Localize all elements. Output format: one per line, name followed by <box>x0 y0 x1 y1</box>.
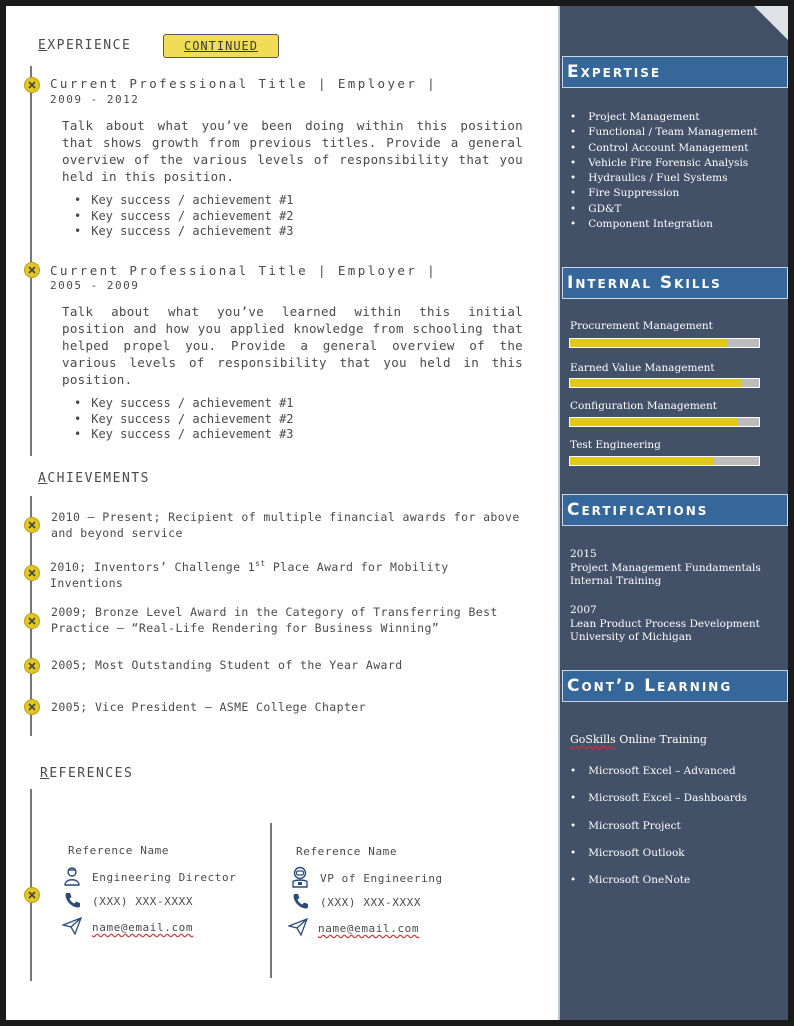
reference-title: Engineering Director <box>92 871 237 884</box>
expertise-item: • Vehicle Fire Forensic Analysis <box>570 156 757 171</box>
resume-page <box>6 6 788 1020</box>
achievement-item: 2010; Inventors’ Challenge 1st Place Award for Mobility Inventions <box>50 559 449 590</box>
expertise-item: • Hydraulics / Fuel Systems <box>570 171 757 186</box>
reference-email-row <box>288 918 419 939</box>
timeline-bullet-icon <box>24 658 40 674</box>
continued-learning-header: Cont’d Learning <box>562 670 788 702</box>
expertise-item: • Project Management <box>570 110 757 125</box>
job-dates: 2009 - 2012 <box>50 93 140 106</box>
reference-email-row <box>62 917 193 938</box>
job-achievement-item: • Key success / achievement #3 <box>74 224 294 240</box>
job-title: Current Professional Title | Employer | <box>50 76 438 91</box>
reference-phone-row <box>292 892 421 913</box>
continued-badge: CONTINUED <box>163 34 279 58</box>
timeline-bullet-icon <box>24 262 40 278</box>
job-achievement-item: • Key success / achievement #1 <box>74 396 294 412</box>
timeline-bullet-icon <box>24 565 40 581</box>
skill-bar <box>569 378 760 388</box>
expertise-header: Expertise <box>562 56 788 88</box>
job-description: Talk about what you’ve learned within this initial position and how you applied knowledge from schooling that helped propel you. Provide a general overview of the various levels of responsibility that you held in this position. <box>62 304 523 387</box>
skill-label: Earned Value Management <box>570 362 715 374</box>
learning-item: • Microsoft Project <box>570 813 747 840</box>
astronaut-icon <box>290 866 310 891</box>
skill-label: Procurement Management <box>570 320 713 332</box>
person-icon <box>62 866 82 889</box>
skill-bar-fill <box>570 418 738 426</box>
learning-item: • Microsoft OneNote <box>570 867 747 894</box>
achievement-item: 2010 – Present; Recipient of multiple financial awards for above and beyond service <box>51 510 520 540</box>
job-achievement-item: • Key success / achievement #2 <box>74 209 294 225</box>
job-achievement-item: • Key success / achievement #2 <box>74 412 294 428</box>
certification-year: 2015 <box>570 548 597 560</box>
experience-heading: EXPERIENCE <box>38 38 132 53</box>
job-achievement-item: • Key success / achievement #3 <box>74 427 294 443</box>
reference-phone: (XXX) XXX-XXXX <box>92 895 194 908</box>
paper-plane-icon <box>288 918 308 939</box>
references-divider <box>270 823 272 978</box>
reference-name: Reference Name <box>296 845 398 858</box>
expertise-item: • Component Integration <box>570 217 757 232</box>
skill-bar-fill <box>570 379 742 387</box>
skill-bar <box>569 417 760 427</box>
references-timeline <box>30 789 32 981</box>
phone-icon <box>292 892 310 913</box>
certification-org: Internal Training <box>570 575 662 587</box>
job-achievements-list <box>74 396 294 443</box>
timeline-bullet-icon <box>24 613 40 629</box>
reference-name: Reference Name <box>68 844 170 857</box>
achievements-heading: ACHIEVEMENTS <box>38 471 150 486</box>
expertise-item: • Control Account Management <box>570 141 757 156</box>
page-fold-corner <box>754 6 788 42</box>
learning-item: • Microsoft Excel – Dashboards <box>570 785 747 812</box>
timeline-bullet-icon <box>24 699 40 715</box>
paper-plane-icon <box>62 917 82 938</box>
learning-provider: GoSkills Online Training <box>570 733 707 746</box>
reference-title: VP of Engineering <box>320 872 443 885</box>
achievement-item: 2005; Vice President – ASME College Chapter <box>51 700 366 714</box>
job-achievements-list <box>74 193 294 240</box>
timeline-bullet-icon <box>24 77 40 93</box>
learning-list <box>570 758 747 894</box>
expertise-item: • GD&T <box>570 202 757 217</box>
reference-title-row <box>62 866 236 889</box>
skill-label: Test Engineering <box>570 439 661 451</box>
job-title: Current Professional Title | Employer | <box>50 263 438 278</box>
certification-name: Project Management Fundamentals <box>570 561 761 574</box>
skill-bar <box>569 456 760 466</box>
job-achievement-item: • Key success / achievement #1 <box>74 193 294 209</box>
internal-skills-header: Internal Skills <box>562 267 788 299</box>
learning-item: • Microsoft Excel – Advanced <box>570 758 747 785</box>
timeline-bullet-icon <box>24 887 40 903</box>
expertise-item: • Functional / Team Management <box>570 125 757 140</box>
skill-bar <box>569 338 760 348</box>
certification-entry <box>570 548 761 589</box>
references-heading: REFERENCES <box>40 766 134 781</box>
certification-name: Lean Product Process Development <box>570 617 760 630</box>
sidebar <box>558 6 788 1020</box>
reference-phone-row <box>64 891 193 912</box>
job-dates: 2005 - 2009 <box>50 279 140 292</box>
timeline-bullet-icon <box>24 517 40 533</box>
expertise-item: • Fire Suppression <box>570 186 757 201</box>
certification-entry <box>570 604 760 645</box>
reference-phone: (XXX) XXX-XXXX <box>320 896 422 909</box>
reference-email[interactable]: name@email.com <box>318 922 420 935</box>
certification-org: University of Michigan <box>570 631 692 643</box>
experience-timeline <box>30 66 32 456</box>
skill-bar-fill <box>570 339 727 347</box>
phone-icon <box>64 891 82 912</box>
reference-email[interactable]: name@email.com <box>92 921 194 934</box>
skill-bar-fill <box>570 457 714 465</box>
achievement-item: 2005; Most Outstanding Student of the Year Award <box>51 658 403 672</box>
expertise-list <box>570 110 757 232</box>
certifications-header: Certifications <box>562 494 788 526</box>
skill-label: Configuration Management <box>570 400 718 412</box>
learning-item: • Microsoft Outlook <box>570 840 747 867</box>
job-description: Talk about what you’ve been doing within this position that shows growth from previous titles. Provide a general overview of the various levels of responsibility that you held in this position. <box>62 118 523 184</box>
certification-year: 2007 <box>570 604 597 616</box>
achievement-item: 2009; Bronze Level Award in the Category of Transferring Best Practice – “Real-Life Rendering for Business Winning” <box>51 605 498 635</box>
reference-title-row <box>290 866 443 891</box>
